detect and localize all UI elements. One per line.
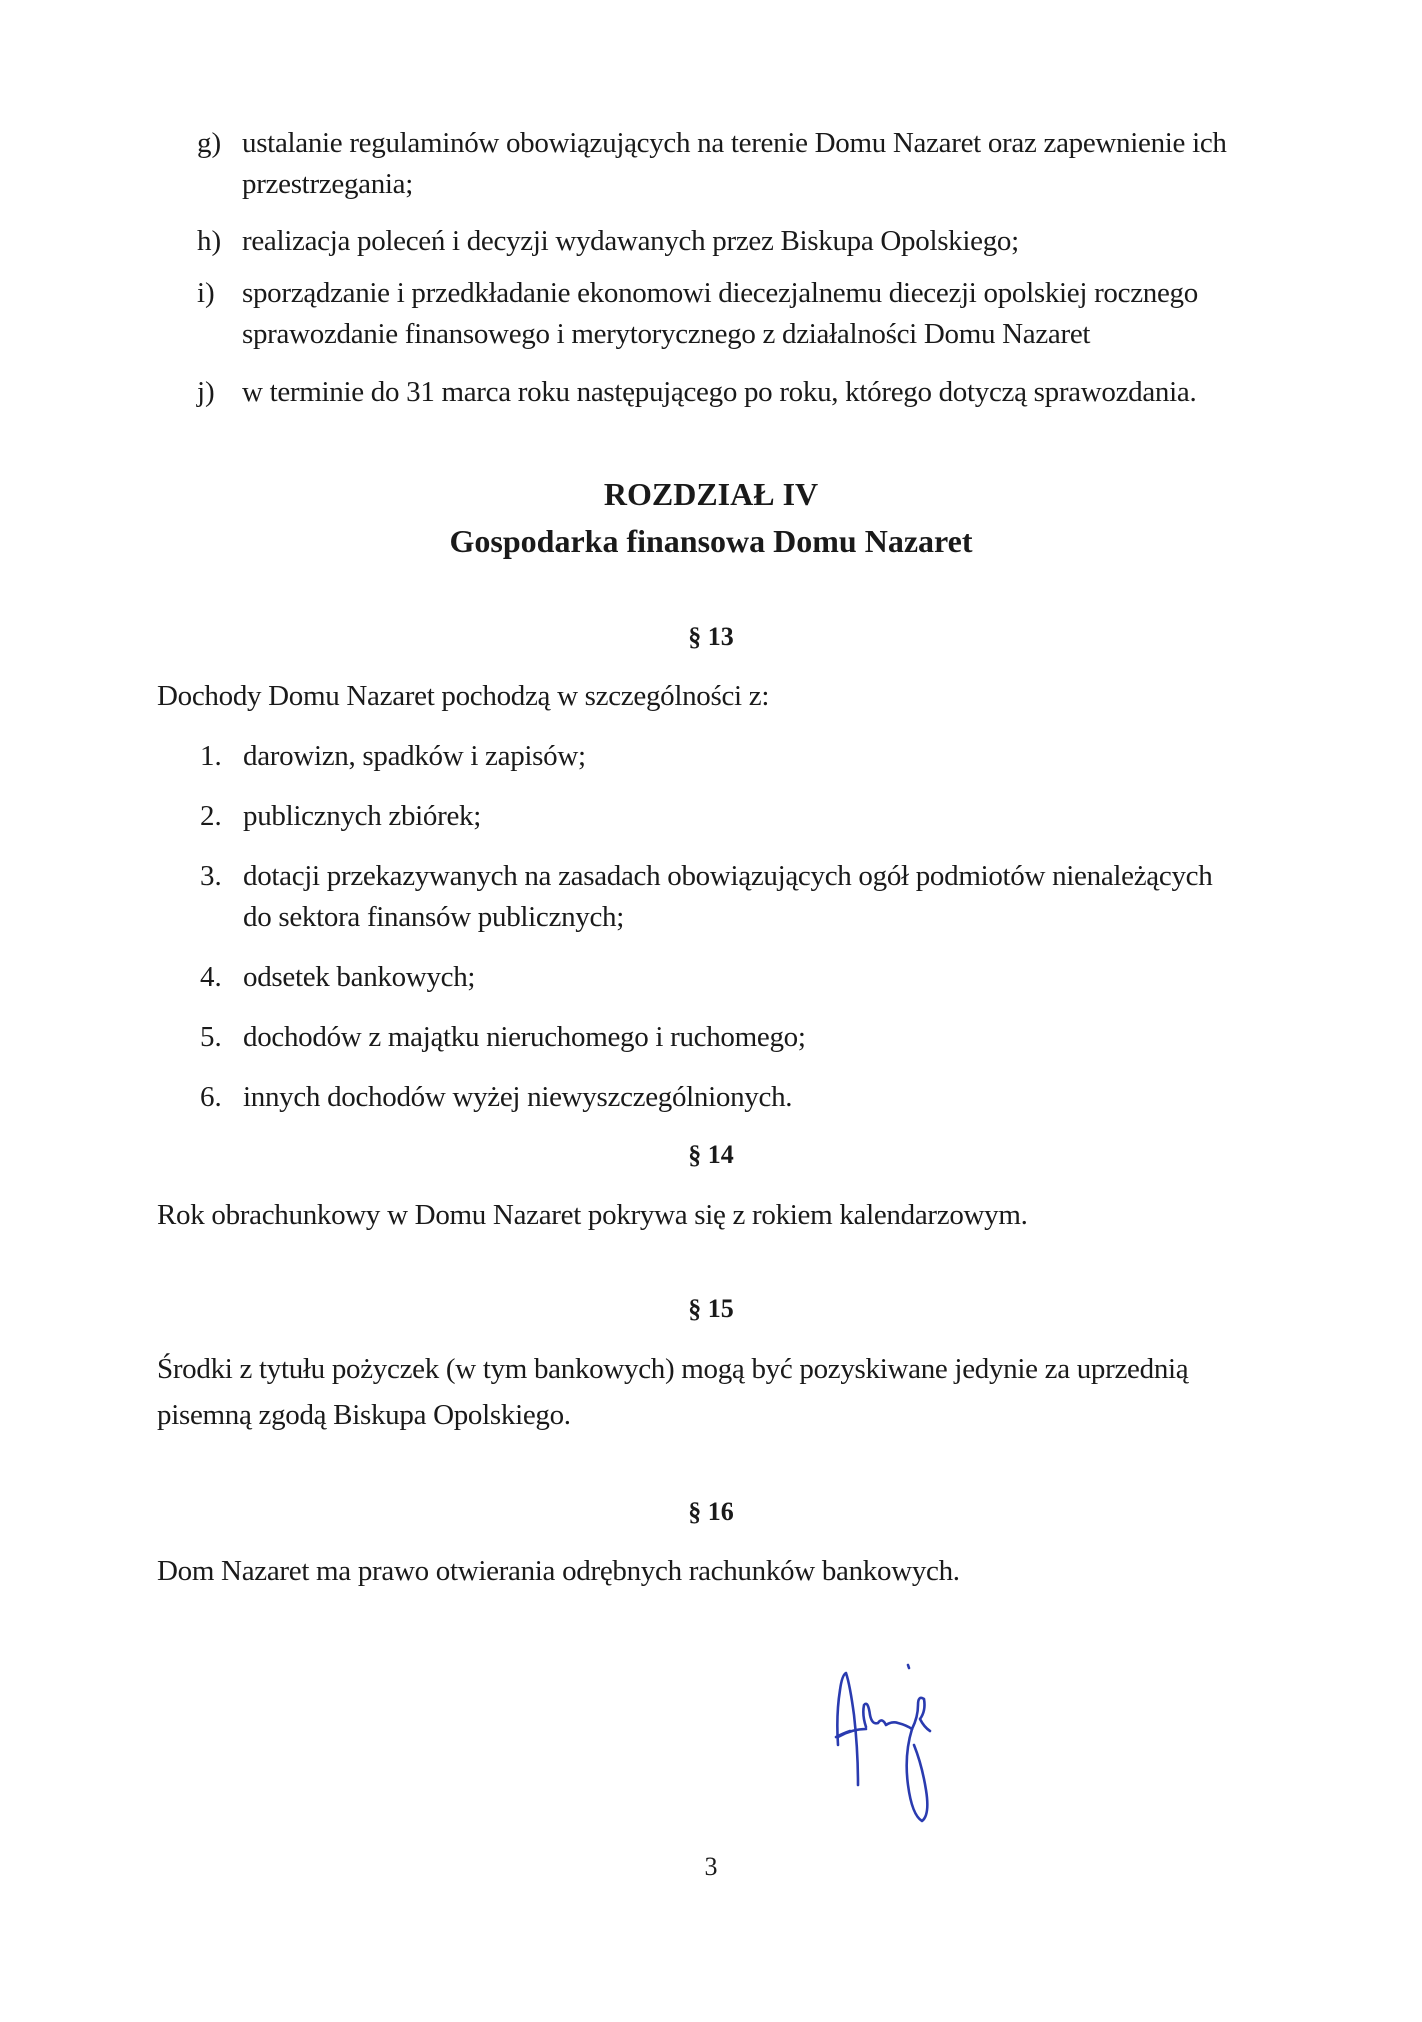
list-item-text: innych dochodów wyżej niewyszczególnionych. [243,1081,793,1113]
section-heading-15: § 15 [688,1294,734,1323]
section-text: Rok obrachunkowy w Domu Nazaret pokrywa się z rokiem kalendarzowym. [157,1199,1028,1231]
list-item-text: publicznych zbiórek; [243,800,481,832]
section-text: Środki z tytułu pożyczek (w tym bankowych) mogą być pozyskiwane jedynie za uprzednią [157,1353,1189,1385]
list-marker: h) [197,225,222,257]
list-item-text: ustalanie regulaminów obowiązujących na terenie Domu Nazaret oraz zapewnienie ich [242,127,1227,159]
section-heading-14: § 14 [688,1140,734,1169]
list-item-text: sporządzanie i przedkładanie ekonomowi diecezjalnemu diecezji opolskiej rocznego [242,277,1198,309]
list-marker: g) [197,127,222,159]
list-item-text: darowizn, spadków i zapisów; [243,740,586,772]
chapter-number: ROZDZIAŁ IV [603,476,819,512]
section-text: pisemną zgodą Biskupa Opolskiego. [157,1399,571,1431]
list-marker: j) [197,376,215,408]
list-item-text: w terminie do 31 marca roku następującego po roku, którego dotyczą sprawozdania. [242,376,1197,408]
section-heading-13: § 13 [688,622,734,651]
chapter-title: Gospodarka finansowa Domu Nazaret [449,523,973,559]
page-number: 3 [704,1852,718,1881]
section-text: Dom Nazaret ma prawo otwierania odrębnych rachunków bankowych. [157,1555,960,1587]
list-marker: 2. [200,800,222,832]
list-item-text: dotacji przekazywanych na zasadach obowiązujących ogół podmiotów nienależących [243,860,1213,892]
list-item-text: sprawozdanie finansowego i merytorycznego z działalności Domu Nazaret [242,318,1091,350]
list-marker: 3. [200,860,222,892]
list-item-text: realizacja poleceń i decyzji wydawanych przez Biskupa Opolskiego; [242,225,1019,257]
section-heading-16: § 16 [688,1497,734,1526]
section-intro: Dochody Domu Nazaret pochodzą w szczególności z: [157,680,770,712]
list-marker: i) [197,277,215,309]
list-item-text: dochodów z majątku nieruchomego i ruchomego; [243,1021,806,1053]
list-item-text: przestrzegania; [242,168,414,200]
signature [826,1655,966,1830]
list-marker: 6. [200,1081,222,1113]
list-item-text: do sektora finansów publicznych; [243,901,624,933]
list-item-text: odsetek bankowych; [243,961,476,993]
list-marker: 4. [200,961,222,993]
list-marker: 1. [200,740,222,772]
list-marker: 5. [200,1021,222,1053]
